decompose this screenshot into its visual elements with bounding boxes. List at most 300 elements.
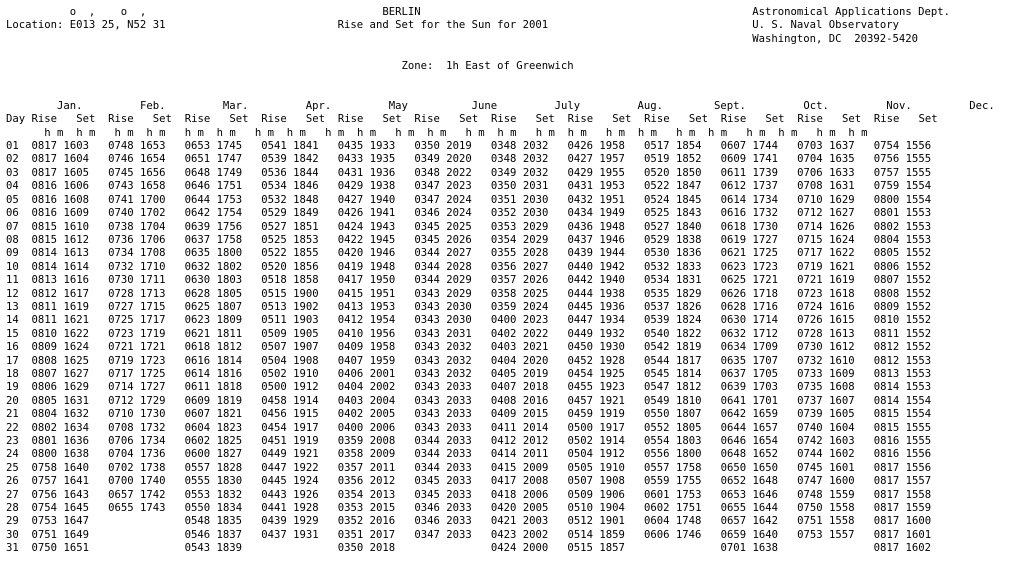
set-time: 1822 [675,327,702,340]
rise-time: 0814 [873,381,900,394]
set-time: 2026 [446,233,472,246]
set-time: 2004 [369,394,396,407]
time-zone: Zone: 1h East of Greenwich [401,59,574,72]
set-time: 1926 [293,488,319,501]
set-time: 1552 [905,260,932,273]
rise-time: 0518 [261,274,287,287]
set-time: 1935 [369,153,396,166]
rise-time: 0520 [644,166,670,179]
day-number: 16 [6,341,19,354]
rise-time: 0806 [31,381,58,394]
rise-time: 0642 [184,207,211,220]
rise-time: 0549 [644,394,670,407]
rise-time: 0704 [108,448,134,461]
rise-time: 0746 [108,153,134,166]
rise-time: 0730 [108,274,134,287]
rise-time: 0800 [31,448,58,461]
set-time: 1648 [752,475,779,488]
set-time: 1954 [369,314,396,327]
set-time: 1901 [599,515,625,528]
rise-time: 0817 [873,475,900,488]
set-time: 1914 [599,435,625,447]
rise-time: 0815 [31,220,58,233]
rise-time: 0758 [31,461,58,474]
set-time: 1828 [216,461,243,474]
rise-time: 0757 [873,166,900,179]
table-row [6,301,931,313]
set-time: 1931 [293,528,319,541]
rise-time: 0612 [720,180,747,193]
set-time: 1600 [829,475,855,488]
set-time: 1936 [369,166,396,179]
set-time: 1652 [752,448,779,461]
rise-time: 0536 [261,166,287,179]
set-time: 1745 [216,140,243,153]
rise-time: 0756 [873,153,900,166]
rise-time: 0618 [184,341,211,354]
set-time: 2028 [446,260,472,273]
rise-units: h m [816,126,836,139]
rise-time: 0407 [337,354,364,367]
day-number: 25 [6,461,19,474]
rise-time: 0402 [337,408,364,421]
set-time: 1741 [752,153,779,166]
rise-time: 0751 [797,515,823,528]
rise-time: 0439 [261,515,287,528]
set-time: 1552 [905,314,932,327]
rise-time: 0817 [31,153,58,166]
set-time: 2014 [522,421,549,434]
rise-time: 0623 [184,314,211,327]
rise-units: h m [605,126,626,139]
set-time: 1606 [63,180,89,193]
rise-time: 0813 [873,367,900,380]
rise-time: 0500 [261,381,287,394]
set-time: 2011 [522,448,549,461]
day-number: 13 [6,300,19,313]
set-time: 1807 [216,300,243,313]
rise-time: 0420 [490,502,517,515]
set-time: 2012 [522,435,549,447]
set-time: 1912 [293,381,319,394]
table-row [6,502,931,514]
set-time: 2024 [522,300,549,313]
table-row [6,314,931,326]
rise-time: 0545 [644,367,670,380]
set-time: 1910 [293,367,319,380]
rise-time: 0816 [873,435,900,447]
rise-time: 0514 [567,528,593,541]
rise-time: 0801 [31,435,58,447]
rise-time: 0534 [644,274,670,287]
set-time: 1657 [752,421,779,434]
rise-time: 0346 [414,515,440,528]
set-time: 1642 [752,515,778,528]
rise-time: 0347 [414,528,440,541]
rise-time: 0723 [108,327,134,340]
set-time: 1857 [599,542,625,555]
rise-time: 0353 [490,220,517,233]
set-time: 1717 [140,314,166,327]
set-time: 2027 [522,260,549,273]
table-row [6,515,931,527]
rise-time: 0535 [644,287,670,300]
month-header: Jan. [57,99,83,112]
set-time: 1553 [905,381,932,394]
rise-time: 0351 [490,193,517,206]
set-time: 2022 [522,327,549,340]
set-time: 1958 [599,140,625,153]
rise-time: 0811 [31,300,58,313]
set-time: 1817 [675,354,702,367]
rise-time: 0456 [261,408,287,421]
rise-time: 0512 [567,515,593,528]
rise-time: 0426 [337,207,364,220]
rise-label: Rise [567,113,594,126]
rise-time: 0504 [567,448,593,461]
rise-time: 0639 [184,220,211,233]
rise-time: 0411 [490,421,517,434]
set-time: 1730 [752,220,779,233]
set-time: 1809 [216,314,243,327]
set-time: 1951 [369,287,396,300]
rise-time: 0725 [108,314,134,327]
rise-time: 0511 [261,314,287,327]
rise-time: 0736 [108,233,134,246]
rise-label: Rise [261,113,287,126]
set-time: 1656 [140,166,166,179]
rise-time: 0537 [644,300,670,313]
rise-time: 0740 [797,421,823,434]
set-time: 2002 [522,528,549,541]
rise-time: 0602 [644,502,670,515]
day-number: 01 [6,140,19,153]
table-row [6,153,931,165]
rise-time: 0500 [567,421,593,434]
set-units: h m [708,126,728,139]
set-time: 1736 [140,448,166,461]
rise-time: 0721 [108,341,134,354]
rise-time: 0648 [184,166,211,179]
set-time: 1957 [599,153,625,166]
table-row [6,221,931,233]
set-time: 1604 [63,153,89,166]
rise-time: 0817 [873,488,900,501]
set-time: 1824 [675,314,702,327]
set-time: 1621 [63,314,89,327]
set-time: 1847 [675,180,702,193]
rise-time: 0739 [797,408,823,421]
set-time: 1603 [829,435,855,447]
rise-time: 0817 [873,542,900,555]
set-time: 1557 [905,475,932,488]
rise-time: 0651 [184,153,211,166]
set-time: 1938 [369,180,396,193]
rise-time: 0437 [261,528,287,541]
day-number: 24 [6,448,19,461]
rise-time: 0436 [567,220,593,233]
table-row [6,395,931,407]
rise-time: 0817 [873,515,900,528]
set-time: 2033 [446,488,472,501]
set-time: 1754 [216,207,243,220]
rise-time: 0546 [184,528,211,541]
set-time: 1942 [599,260,625,273]
rise-time: 0353 [337,502,364,515]
day-number: 02 [6,153,19,166]
rise-time: 0559 [644,475,670,488]
day-number: 21 [6,408,19,421]
set-time: 2024 [446,207,472,220]
set-time: 2016 [522,394,549,407]
day-number: 30 [6,528,19,541]
set-time: 1938 [599,287,625,300]
set-label: Set [229,113,249,126]
rise-time: 0354 [490,233,517,246]
set-time: 2026 [522,274,549,287]
set-units: h m [216,126,236,139]
rise-time: 0635 [720,354,747,367]
set-time: 1608 [829,381,855,394]
set-time: 1932 [599,327,625,340]
set-time: 2016 [369,515,396,528]
rise-time: 0704 [797,153,823,166]
set-time: 1629 [63,381,89,394]
set-time: 1732 [752,207,779,220]
rise-time: 0449 [261,448,287,461]
set-units: h m [778,126,798,139]
set-label: Set [841,113,862,126]
rise-time: 0809 [873,300,900,313]
rise-label: Rise [873,113,900,126]
set-label: Set [152,113,172,126]
rise-time: 0355 [490,247,517,260]
rise-time: 0706 [797,166,823,179]
rise-time: 0621 [720,247,747,260]
rise-time: 0604 [184,421,211,434]
rise-time: 0419 [337,260,364,273]
set-time: 1700 [140,193,166,206]
set-time: 1552 [905,300,932,313]
set-time: 1800 [216,247,243,260]
rise-time: 0743 [108,180,134,193]
rise-time: 0655 [108,502,134,515]
location-degree-marks: o , o , [6,6,147,18]
table-row [6,422,931,434]
table-row [6,408,931,420]
set-time: 1554 [905,193,932,206]
rise-units: h m [395,126,415,139]
rise-time: 0544 [644,354,670,367]
rise-time: 0601 [644,488,670,501]
day-number: 06 [6,207,19,220]
set-time: 1859 [599,528,625,541]
set-units: h m [146,126,166,139]
rise-time: 0403 [490,341,517,354]
rise-time: 0358 [490,287,517,300]
set-time: 1622 [63,327,89,340]
rise-label: Rise [414,113,440,126]
set-units: h m [497,126,517,139]
set-time: 1556 [905,448,932,461]
set-time: 1734 [140,435,166,447]
set-time: 1921 [293,448,319,461]
set-time: 1605 [829,408,855,421]
rise-time: 0429 [337,180,364,193]
set-time: 2033 [446,502,472,515]
rise-time: 0802 [31,421,58,434]
rise-time: 0437 [567,233,593,246]
day-number: 27 [6,488,19,501]
table-row [6,234,931,246]
rise-time: 0408 [490,394,517,407]
org-address: Washington, DC 20392-5420 [752,32,919,45]
set-time: 1928 [599,354,625,367]
rise-time: 0702 [108,461,134,474]
table-row [6,288,931,300]
rise-label: Rise [108,113,134,126]
set-time: 1858 [293,274,319,287]
set-time: 2009 [369,448,396,461]
set-time: 2032 [522,140,549,153]
set-label: Set [688,113,708,126]
rise-time: 0427 [567,153,593,166]
set-time: 1625 [63,354,89,367]
rise-time: 0532 [261,193,287,206]
set-time: 1851 [293,220,319,233]
rise-time: 0611 [720,166,747,179]
rise-time: 0628 [720,300,747,313]
rise-time: 0637 [720,367,747,380]
rise-time: 0525 [261,233,287,246]
rise-time: 0817 [873,461,900,474]
set-time: 1943 [369,220,396,233]
set-time: 1845 [675,193,702,206]
day-number: 03 [6,166,19,179]
set-time: 1910 [599,461,625,474]
set-units: h m [567,126,587,139]
rise-time: 0427 [337,193,364,206]
set-time: 1751 [675,502,702,515]
rise-time: 0359 [337,435,364,447]
set-time: 1646 [752,488,779,501]
rise-time: 0346 [414,502,440,515]
set-time: 1755 [675,475,702,488]
set-time: 1838 [675,233,702,246]
set-time: 1607 [829,394,855,407]
rise-time: 0557 [184,461,211,474]
set-time: 1743 [140,502,166,515]
rise-time: 0403 [337,394,364,407]
set-time: 1552 [905,287,932,300]
rise-time: 0542 [644,341,670,354]
rise-time: 0345 [414,233,440,246]
rise-label: Rise [797,113,823,126]
set-time: 1633 [829,166,855,179]
rise-time: 0634 [720,341,747,354]
set-time: 1951 [599,193,625,206]
set-time: 1631 [63,394,89,407]
rise-time: 0655 [720,502,747,515]
rise-time: 0343 [414,394,440,407]
set-time: 1921 [599,394,625,407]
set-time: 2030 [446,300,472,313]
rise-label: Rise [644,113,670,126]
set-time: 1805 [675,421,702,434]
set-time: 1929 [293,515,319,528]
set-time: 1636 [63,435,89,447]
set-time: 2030 [522,193,549,206]
rise-time: 0641 [720,394,747,407]
set-time: 1904 [599,502,625,515]
set-time: 1944 [599,247,625,260]
rise-time: 0808 [31,354,58,367]
set-time: 1621 [829,260,855,273]
rise-time: 0555 [184,475,211,488]
rise-time: 0412 [490,435,517,447]
set-time: 1555 [905,435,932,447]
set-time: 1941 [369,207,396,220]
set-units: h m [427,126,447,139]
set-time: 1624 [63,341,89,354]
set-time: 1712 [752,327,779,340]
rise-time: 0527 [261,220,287,233]
rise-time: 0343 [414,421,440,434]
set-time: 1835 [216,515,243,528]
rise-time: 0719 [108,354,134,367]
rise-time: 0502 [567,435,593,447]
set-time: 2033 [446,475,472,488]
rise-time: 0628 [184,287,211,300]
day-number: 18 [6,367,19,380]
rise-time: 0607 [184,408,211,421]
set-time: 1956 [369,327,396,340]
set-time: 1703 [752,381,779,394]
rise-time: 0657 [108,488,134,501]
set-time: 2032 [522,166,549,179]
set-time: 1844 [293,166,319,179]
set-time: 2015 [522,408,549,421]
rise-time: 0602 [184,435,211,447]
set-time: 1613 [829,327,855,340]
table-row [6,167,931,179]
table-row [6,542,931,554]
rise-time: 0359 [490,300,517,313]
set-time: 1830 [216,475,243,488]
day-number: 23 [6,435,19,447]
set-time: 1704 [140,220,166,233]
rise-time: 0810 [31,327,58,340]
set-time: 1554 [905,394,932,407]
set-time: 1710 [140,260,166,273]
rise-units: h m [114,126,134,139]
rise-time: 0539 [261,153,287,166]
rise-time: 0815 [31,233,58,246]
rise-time: 0343 [414,354,440,367]
rise-time: 0350 [490,180,517,193]
set-time: 1609 [63,207,89,220]
set-time: 1740 [140,475,166,488]
set-time: 2032 [446,367,472,380]
rise-time: 0712 [797,207,823,220]
month-header: Sept. [714,99,746,112]
set-time: 2006 [369,421,396,434]
rise-time: 0732 [108,260,134,273]
rise-time: 0748 [108,140,134,153]
rise-time: 0345 [414,220,440,233]
set-time: 1654 [752,435,779,447]
month-header: Dec. [969,99,995,112]
